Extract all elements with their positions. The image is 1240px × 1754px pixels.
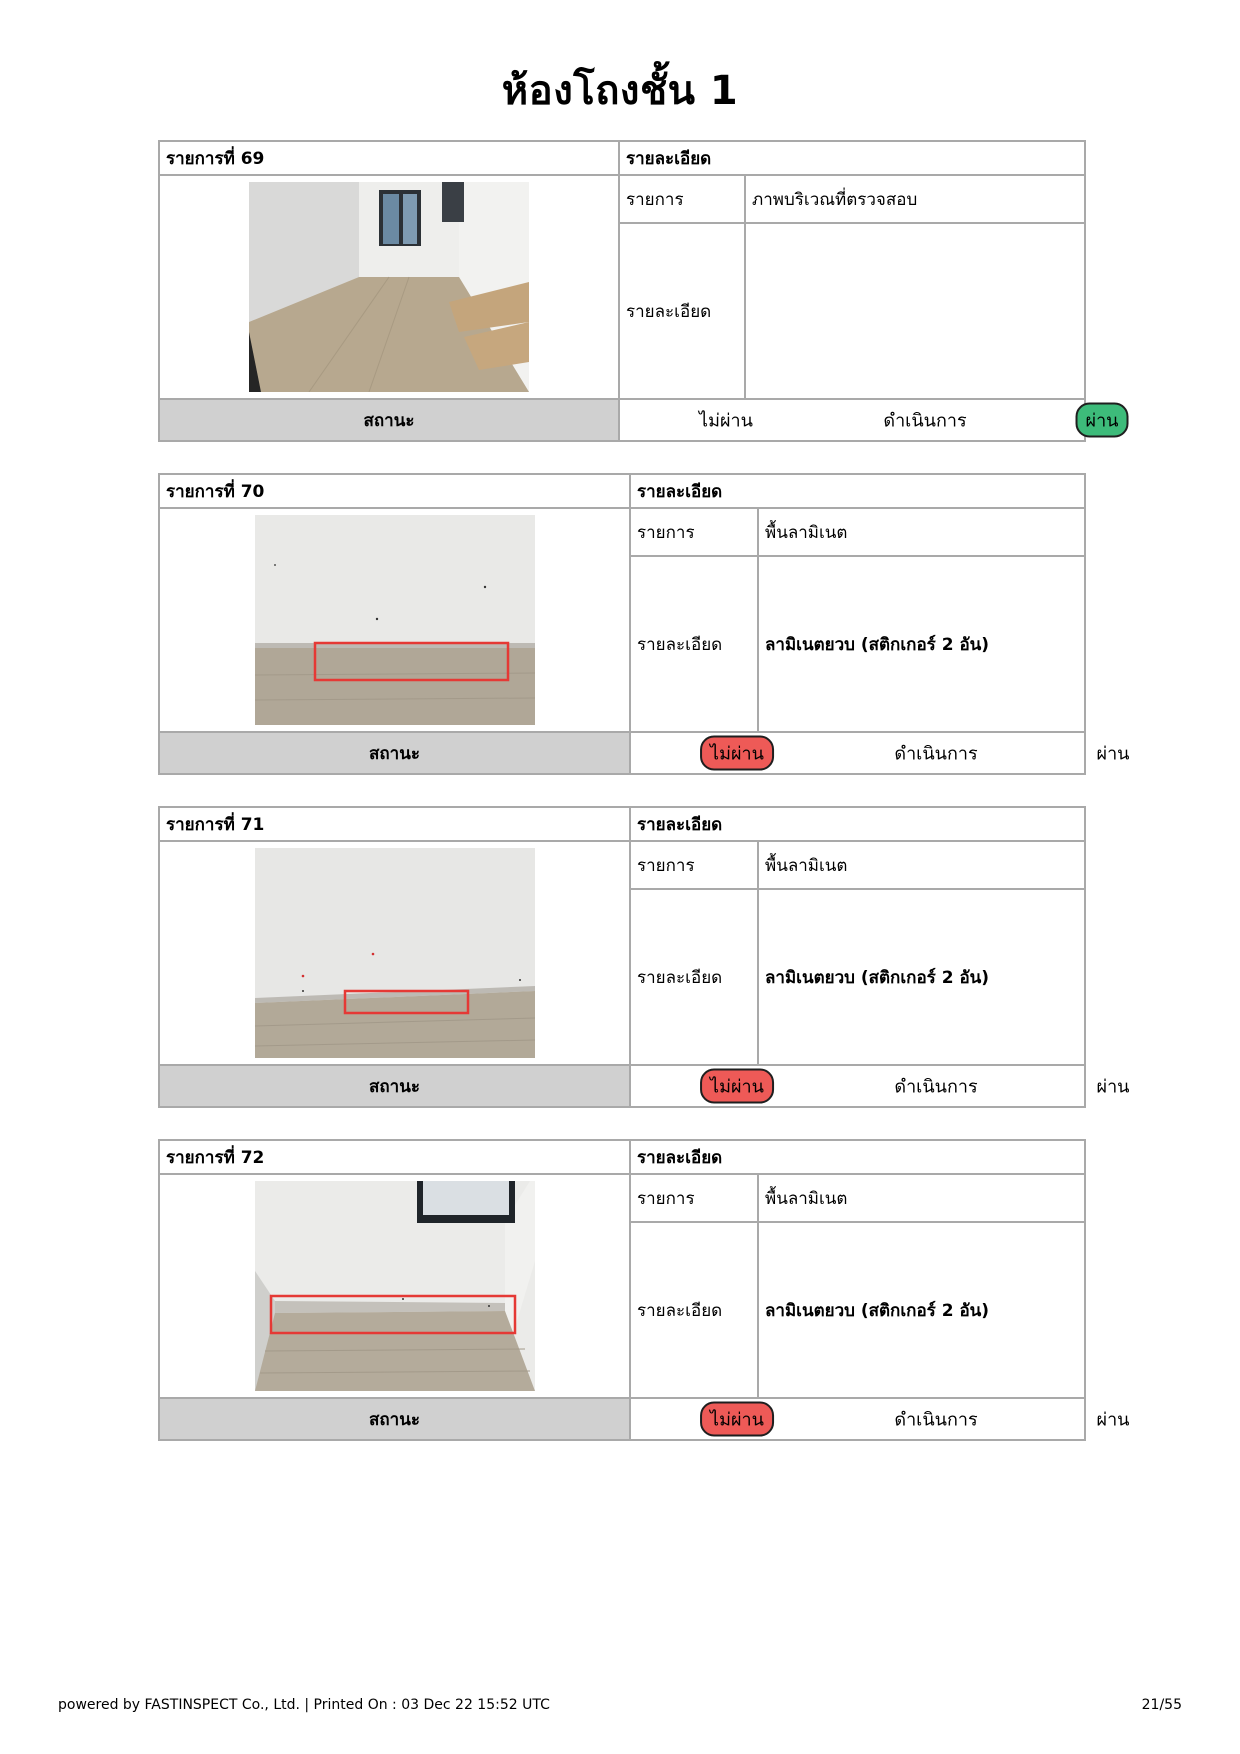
item-value: ภาพบริเวณที่ตรวจสอบ [745,175,1085,223]
status-pass-option[interactable]: ผ่าน [1096,1409,1130,1431]
inspection-photo[interactable] [255,1181,535,1391]
status-in-progress-option[interactable]: ดำเนินการ [894,1076,978,1098]
status-label: สถานะ [159,1065,630,1107]
status-pass-option[interactable]: ผ่าน [1096,743,1130,765]
item-value: พื้นลามิเนต [758,1174,1085,1222]
record-72 [158,1139,1130,1441]
detail-value: ลามิเนตยวบ (สติกเกอร์ 2 อัน) [758,889,1085,1065]
record-heading: รายการที่ 72 [159,1140,630,1174]
detail-heading: รายละเอียด [630,1140,1085,1174]
item-label: รายการ [630,508,758,556]
detail-heading: รายละเอียด [630,807,1085,841]
record-70 [158,473,1130,775]
status-fail-option[interactable]: ไม่ผ่าน [700,1069,774,1104]
detail-label: รายละเอียด [630,1222,758,1398]
status-fail-option[interactable]: ไม่ผ่าน [700,1402,774,1437]
record-heading: รายการที่ 69 [159,141,619,175]
status-pass-option[interactable]: ผ่าน [1076,403,1129,438]
detail-value: ลามิเนตยวบ (สติกเกอร์ 2 อัน) [758,1222,1085,1398]
detail-heading: รายละเอียด [619,141,1085,175]
status-in-progress-option[interactable]: ดำเนินการ [894,743,978,765]
record-69 [158,140,1119,442]
status-label: สถานะ [159,1398,630,1440]
footer-credit: powered by FASTINSPECT Co., Ltd. | Printed On : 03 Dec 22 15:52 UTC [58,1697,550,1713]
detail-value [745,223,1085,399]
inspection-photo[interactable] [249,182,529,392]
detail-label: รายละเอียด [630,556,758,732]
status-label: สถานะ [159,399,619,441]
inspection-photo[interactable] [255,848,535,1058]
status-options [630,1065,1130,1107]
status-fail-option[interactable]: ไม่ผ่าน [699,410,753,432]
page-title: ห้องโถงชั้น 1 [501,68,739,114]
inspection-photo[interactable] [255,515,535,725]
status-options [630,1398,1130,1440]
status-options [619,399,1119,441]
status-label: สถานะ [159,732,630,774]
detail-label: รายละเอียด [630,889,758,1065]
item-label: รายการ [619,175,745,223]
item-value: พื้นลามิเนต [758,508,1085,556]
status-options [630,732,1130,774]
photo-cell [159,1174,630,1398]
status-in-progress-option[interactable]: ดำเนินการ [883,410,967,432]
photo-cell [159,841,630,1065]
photo-cell [159,508,630,732]
record-71 [158,806,1130,1108]
item-value: พื้นลามิเนต [758,841,1085,889]
record-heading: รายการที่ 71 [159,807,630,841]
status-pass-option[interactable]: ผ่าน [1096,1076,1130,1098]
detail-heading: รายละเอียด [630,474,1085,508]
detail-label: รายละเอียด [619,223,745,399]
detail-value: ลามิเนตยวบ (สติกเกอร์ 2 อัน) [758,556,1085,732]
item-label: รายการ [630,1174,758,1222]
record-heading: รายการที่ 70 [159,474,630,508]
status-fail-option[interactable]: ไม่ผ่าน [700,736,774,771]
page-number: 21/55 [1141,1697,1182,1713]
photo-cell [159,175,619,399]
status-in-progress-option[interactable]: ดำเนินการ [894,1409,978,1431]
item-label: รายการ [630,841,758,889]
